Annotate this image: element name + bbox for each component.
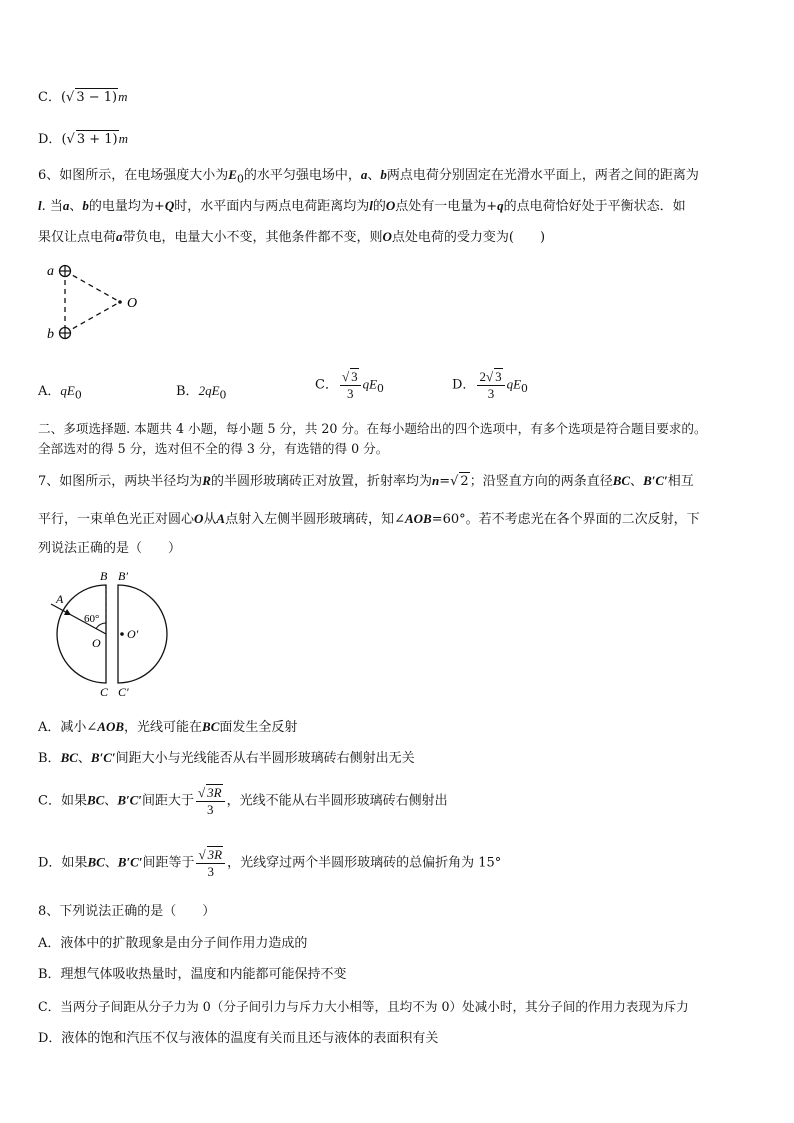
q5-option-d-expr: 3 + 1) <box>76 132 118 147</box>
point-o-prime-dot <box>120 632 124 636</box>
section2-instructions-line1: 二、多项选择题. 本题共 4 小题，每小题 5 分，共 20 分。在每小题给出的四个选项中，有多个选项是符合题目要求的。 <box>38 421 707 436</box>
point-o-dot <box>118 300 122 304</box>
q8-option-a[interactable]: A．液体中的扩散现象是由分子间作用力造成的 <box>38 936 308 951</box>
q7-stem-line2: 平行，一束单色光正对圆心O从A点射入左侧半圆形玻璃砖，知∠AOB=60°。若不考虑光在各个界面的二次反射，下 <box>38 511 700 527</box>
q7-stem-line3: 列说法正确的是（ ） <box>38 541 182 556</box>
label-o: O <box>127 296 138 311</box>
label-angle: 60° <box>84 613 100 625</box>
q8-stem: 8、下列说法正确的是（ ） <box>38 904 216 919</box>
q5-option-d: D．(√ 3 + 1)m <box>38 131 128 147</box>
charge-a-icon <box>60 266 71 277</box>
q7-option-b[interactable]: B．BC、B′C′间距大小与光线能否从右半圆形玻璃砖右侧射出无关 <box>38 750 415 766</box>
right-semicircle <box>118 585 167 683</box>
label-b: b <box>47 327 54 342</box>
q6-option-c[interactable]: C． $\frac{√ 3}{3}$ $qE_0$ <box>315 369 384 401</box>
label-b: B <box>100 569 108 583</box>
label-a: A <box>56 592 64 606</box>
label-b-prime: B′ <box>118 569 128 583</box>
label-o: O <box>92 636 101 650</box>
q6-option-a[interactable]: A．$qE_0$ <box>38 383 82 402</box>
label-c-prime: C′ <box>118 685 129 699</box>
label-c: C <box>100 685 109 699</box>
q7-option-d[interactable]: D．如果BC、B′C′间距等于 $\frac{√ 3R}{3}$ ，光线穿过两个半圆形玻璃砖的总偏折角为 15° <box>38 847 502 879</box>
label-o-prime: O′ <box>127 627 139 641</box>
q6-option-d[interactable]: D． $\frac{2√ 3}{3}$ $qE_0$ <box>452 369 528 401</box>
section2-instructions-line2: 全部选对的得 5 分，选对但不全的得 3 分，有选错的得 0 分。 <box>38 441 389 456</box>
label-a: a <box>47 264 54 279</box>
q7-option-c[interactable]: C．如果BC、B′C′间距大于 $\frac{√ 3R}{3}$ ，光线不能从右半圆形玻璃砖右侧射出 <box>38 785 448 817</box>
q8-option-b[interactable]: B．理想气体吸收热量时，温度和内能都可能保持不变 <box>38 967 347 982</box>
q5-option-c-expr: 3 − 1) <box>76 90 118 105</box>
q6-stem-line2: l. 当a、b的电量均为+Q时，水平面内与两点电荷距离均为l的O点处有一电量为+q的点电荷恰好处于平衡状态．如 <box>38 198 686 214</box>
charge-b-icon <box>60 328 71 339</box>
q6-stem-line3: 果仅让点电荷a带负电，电量大小不变，其他条件都不变，则O点处电荷的受力变为( ) <box>38 229 546 245</box>
q8-option-d[interactable]: D．液体的饱和汽压不仅与液体的温度有关而且还与液体的表面积有关 <box>38 1031 439 1046</box>
q8-option-c[interactable]: C．当两分子间距从分子力为 0（分子间引力与斥力大小相等，且均不为 0）处减小时，其分子间的作用力表现为斥力 <box>38 999 689 1014</box>
q7-stem-line1: 7、如图所示，两块半径均为R的半圆形玻璃砖正对放置，折射率均为n=√ 2；沿竖直方向的两条直径BC、B′C′相互 <box>38 473 694 489</box>
left-semicircle <box>57 585 106 683</box>
q7-glass-diagram <box>40 568 180 704</box>
q5-option-c: C．(√ 3 − 1)m <box>38 89 128 105</box>
q6-charge-diagram <box>40 258 150 348</box>
q7-option-a[interactable]: A．减小∠AOB，光线可能在BC面发生全反射 <box>38 719 298 735</box>
q6-option-b[interactable]: B．$2qE_0$ <box>176 383 227 402</box>
q6-stem-line1: 6、如图所示，在电场强度大小为$E_0$的水平匀强电场中，a、b两点电荷分别固定在光滑水平面上，两者之间的距离为 <box>38 167 699 186</box>
